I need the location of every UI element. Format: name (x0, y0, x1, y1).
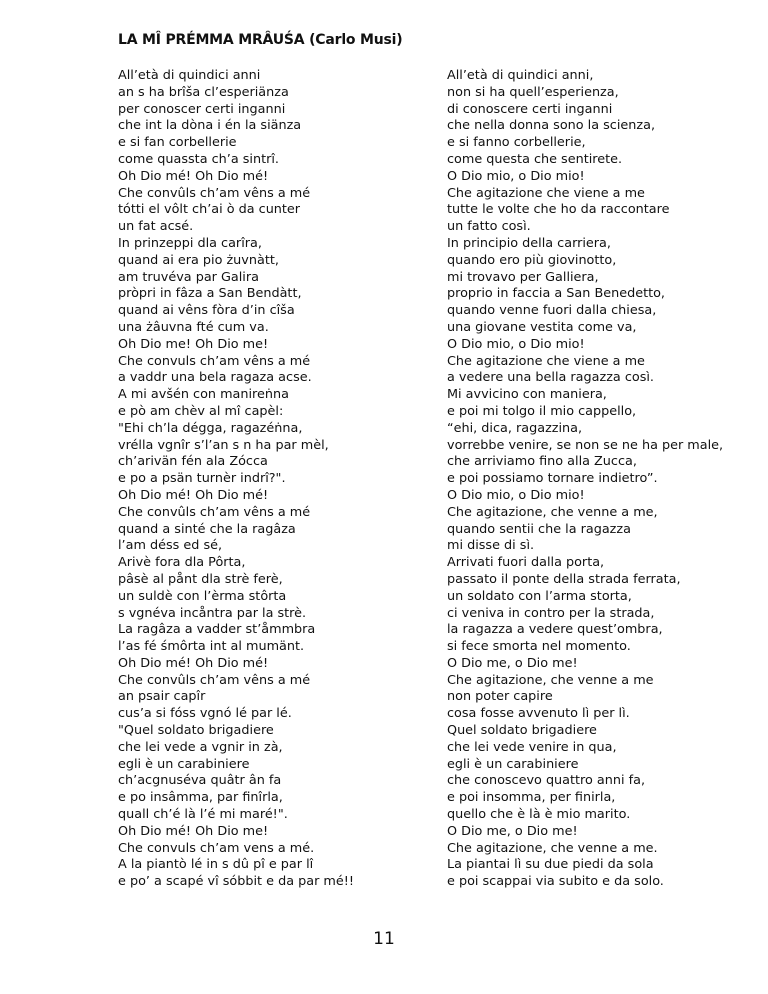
italian-verse-line: egli è un carabiniere (447, 756, 579, 772)
poem-title: LA MÎ PRÉMMA MRÂUŚA (Carlo Musi) (118, 32, 403, 48)
italian-verse-line: vorrebbe venire, se non se ne ha per male, (447, 437, 724, 453)
italian-verse-line: un soldato con l’arma storta, (447, 588, 632, 604)
italian-verse-line: e poi insomma, per finirla, (447, 790, 616, 806)
dialect-verse-line: un fat acsé. (118, 219, 194, 235)
italian-verse-line: Mi avvicino con maniera, (447, 387, 607, 403)
dialect-verse-line: e po’ a scapé vî sóbbit e da par mé!! (118, 874, 354, 890)
italian-verse-line: “ehi, dica, ragazzina, (447, 420, 583, 436)
dialect-verse-line: Oh Dio mé! Oh Dio mé! (118, 487, 269, 503)
dialect-verse-line: che lei vede a vgnir in zà, (118, 739, 283, 755)
italian-verse-line: e poi scappai via subito e da solo. (447, 874, 664, 890)
italian-verse-line: Quel soldato brigadiere (447, 723, 597, 739)
dialect-verse-line: una żâuvna fté cum va. (118, 319, 269, 335)
italian-verse-line: mi disse di sì. (447, 538, 535, 554)
dialect-verse-line: che int la dòna i én la siänza (118, 118, 302, 134)
italian-verse-line: di conoscere certi inganni (447, 101, 613, 117)
italian-verse-line: O Dio mio, o Dio mio! (447, 487, 585, 503)
dialect-verse-line: vrélla vgnîr s’l’an s n ha par mèl, (118, 437, 329, 453)
dialect-verse-line: a vaddr una bela ragaza acse. (118, 370, 312, 386)
italian-verse-line: e si fanno corbellerie, (447, 135, 586, 151)
italian-verse-line: mi trovavo per Galliera, (447, 269, 599, 285)
dialect-verse-line: A la piantò lé in s dû pî e par lî (118, 857, 314, 873)
italian-verse-line: cosa fosse avvenuto lì per lì. (447, 706, 630, 722)
italian-verse-line: ci veniva in contro per la strada, (447, 605, 655, 621)
dialect-verse-line: am truvéva par Galira (118, 269, 259, 285)
italian-verse-line: Che agitazione, che venne a me. (447, 840, 658, 856)
italian-verse-line: la ragazza a vedere quest’ombra, (447, 622, 663, 638)
dialect-verse-line: e po a psän turnèr indrî?". (118, 471, 286, 487)
italian-verse-line: che nella donna sono la scienza, (447, 118, 656, 134)
italian-verse-line: Che agitazione, che venne a me (447, 672, 654, 688)
dialect-verse-line: Che convuls ch’am vêns a mé (118, 353, 311, 369)
dialect-verse-line: quand ai era pio żuvnàtt, (118, 252, 279, 268)
dialect-verse-line: e pò am chèv al mî capèl: (118, 403, 284, 419)
page-number: 11 (373, 929, 395, 949)
dialect-verse-line: an s ha brîša cl’esperiänza (118, 84, 289, 100)
dialect-verse-line: Oh Dio me! Oh Dio me! (118, 336, 269, 352)
italian-verse-line: si fece smorta nel momento. (447, 639, 631, 655)
italian-verse-line: che conoscevo quattro anni fa, (447, 773, 646, 789)
italian-verse-line: e poi mi tolgo il mio cappello, (447, 403, 637, 419)
italian-verse-line: e poi possiamo tornare indietro”. (447, 471, 658, 487)
dialect-verse-line: ch’acgnuséva quâtr ân fa (118, 773, 282, 789)
dialect-verse-line: e po insâmma, par finîrla, (118, 790, 283, 806)
dialect-verse-line: an psair capîr (118, 689, 206, 705)
dialect-verse-line: Oh Dio mé! Oh Dio mé! (118, 655, 269, 671)
dialect-verse-line: l’as fé śmôrta int al mumänt. (118, 639, 305, 655)
dialect-verse-line: s vgnéva incåntra par la strè. (118, 605, 307, 621)
italian-verse-line: quello che è là è mio marito. (447, 807, 631, 823)
dialect-verse-line: ch’arivän fén ala Zócca (118, 454, 268, 470)
italian-verse-line: tutte le volte che ho da raccontare (447, 202, 670, 218)
dialect-verse-line: egli è un carabiniere (118, 756, 250, 772)
italian-verse-line: Che agitazione che viene a me (447, 185, 645, 201)
dialect-verse-line: A mi avšén con manireṅna (118, 387, 289, 403)
italian-verse-line: quando venne fuori dalla chiesa, (447, 303, 657, 319)
italian-verse-line: quando sentii che la ragazza (447, 521, 631, 537)
italian-verse-line: Che agitazione, che venne a me, (447, 504, 658, 520)
italian-verse-line: che arriviamo fino alla Zucca, (447, 454, 637, 470)
dialect-verse-line: Che convûls ch’am vêns a mé (118, 672, 311, 688)
italian-verse-line: non si ha quell’esperienza, (447, 84, 619, 100)
dialect-verse-line: Che convûls ch’am vêns a mé (118, 185, 311, 201)
dialect-verse-line: tótti el vôlt ch’ai ò da cunter (118, 202, 301, 218)
italian-verse-line: O Dio me, o Dio me! (447, 655, 578, 671)
dialect-verse-line: quall ch’é là l’é mi maré!". (118, 807, 288, 823)
italian-verse-line: che lei vede venire in qua, (447, 739, 617, 755)
italian-verse-line: La piantai lì su due piedi da sola (447, 857, 654, 873)
dialect-verse-line: l’am déss ed sé, (118, 538, 223, 554)
dialect-verse-line: In prinzeppi dla carîra, (118, 235, 262, 251)
dialect-verse-line: Arivè fora dla Pôrta, (118, 555, 246, 571)
dialect-verse-line: La ragâza a vadder st’åmmbra (118, 622, 316, 638)
dialect-verse-line: pâsè al pånt dla strè ferè, (118, 571, 283, 587)
italian-verse-line: proprio in faccia a San Benedetto, (447, 286, 666, 302)
italian-verse-line: non poter capire (447, 689, 553, 705)
italian-verse-line: passato il ponte della strada ferrata, (447, 571, 681, 587)
dialect-text-column (118, 68, 354, 891)
dialect-verse-line: quand a sinté che la ragâza (118, 521, 296, 537)
dialect-verse-line: cus’a si fóss vgnó lé par lé. (118, 706, 292, 722)
dialect-verse-line: Oh Dio mé! Oh Dio mé! (118, 168, 269, 184)
dialect-verse-line: e si fan corbellerie (118, 135, 237, 151)
dialect-verse-line: pròpri in fâza a San Bendàtt, (118, 286, 302, 302)
dialect-verse-line: "Quel soldato brigadiere (118, 723, 274, 739)
italian-verse-line: a vedere una bella ragazza così. (447, 370, 654, 386)
italian-verse-line: come questa che sentirete. (447, 151, 623, 167)
dialect-verse-line: quand ai vêns fòra d’in cîša (118, 303, 295, 319)
italian-verse-line: O Dio me, o Dio me! (447, 823, 578, 839)
dialect-verse-line: come quassta ch’a sintrî. (118, 151, 279, 167)
dialect-verse-line: All’età di quindici anni (118, 68, 261, 83)
italian-verse-line: una giovane vestita come va, (447, 319, 637, 335)
dialect-verse-line: un suldè con l’èrma stôrta (118, 588, 287, 604)
dialect-verse-line: Oh Dio mé! Oh Dio me! (118, 823, 269, 839)
dialect-verse-line: "Ehi ch’la dégga, ragazéṅna, (118, 420, 303, 436)
italian-verse-line: quando ero più giovinotto, (447, 252, 617, 268)
italian-verse-line: un fatto così. (447, 219, 531, 235)
italian-verse-line: Che agitazione che viene a me (447, 353, 645, 369)
italian-verse-line: Arrivati fuori dalla porta, (447, 555, 605, 571)
dialect-verse-line: Che convûls ch’am vêns a mé (118, 504, 311, 520)
dialect-verse-line: Che convuls ch’am vens a mé. (118, 840, 315, 856)
italian-verse-line: In principio della carriera, (447, 235, 611, 251)
italian-verse-line: O Dio mio, o Dio mio! (447, 336, 585, 352)
italian-verse-line: All’età di quindici anni, (447, 68, 594, 83)
italian-verse-line: O Dio mio, o Dio mio! (447, 168, 585, 184)
italian-translation-column (447, 68, 723, 891)
dialect-verse-line: per conoscer certi inganni (118, 101, 286, 117)
